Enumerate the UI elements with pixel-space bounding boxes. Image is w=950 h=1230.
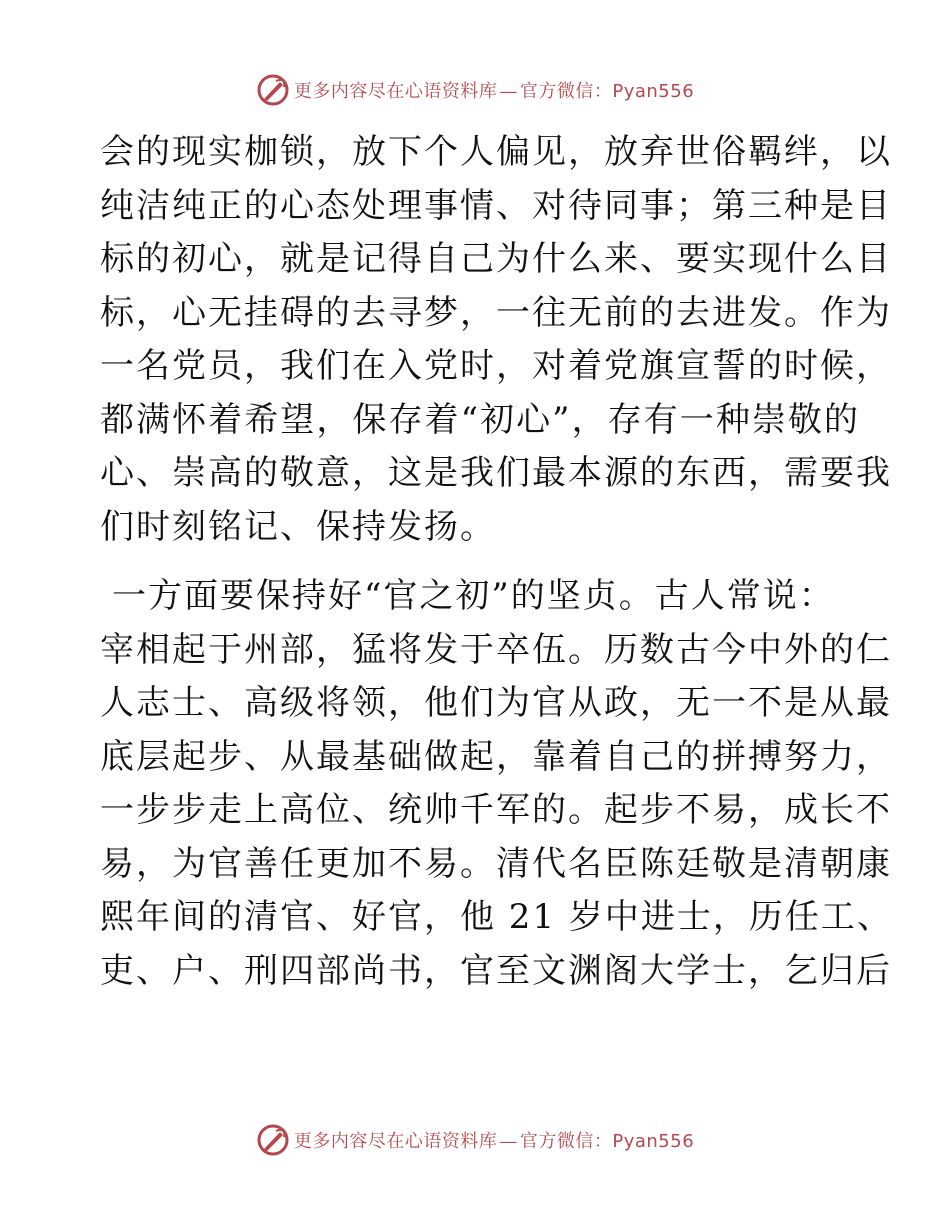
text-line: 吏、户、刑四部尚书，官至文渊阁大学士，乞归后	[100, 950, 892, 991]
text-line: 人志士、高级将领，他们为官从政，无一不是从最	[100, 683, 892, 723]
text-line: 会的现实枷锁，放下个人偏见，放弃世俗羁绊，以	[100, 132, 892, 172]
text-line: 熙年间的清官、好官，他 21 岁中进士，历任工、	[100, 897, 893, 937]
quill-logo-icon	[256, 1123, 290, 1157]
paragraph	[100, 126, 892, 554]
text-line: 一步步走上高位、统帅千军的。起步不易，成长不	[100, 790, 892, 830]
text-line: 纯洁纯正的心态处理事情、对待同事；第三种是目	[100, 185, 892, 226]
text-line: 底层起步、从最基础做起，靠着自己的拼搏努力，	[100, 736, 892, 777]
quill-logo-icon	[256, 73, 290, 107]
watermark-text: 更多内容尽在心语资料库 — 官方微信：Pyan556	[293, 1131, 695, 1152]
text-line: 宰相起于州部，猛将发于卒伍。历数古今中外的仁	[100, 629, 892, 670]
paragraph	[100, 570, 893, 998]
footer-watermark	[0, 1120, 950, 1160]
document-body	[100, 126, 893, 998]
text-line: 心、崇高的敬意，这是我们最本源的东西，需要我	[100, 453, 892, 493]
text-line: 标，心无挂碍的去寻梦，一往无前的去进发。作为	[100, 292, 892, 333]
watermark-text: 更多内容尽在心语资料库 — 官方微信：Pyan556	[293, 81, 695, 102]
text-line: 一方面要保持好“官之初”的坚贞。古人常说：	[112, 576, 835, 616]
text-line: 易，为官善任更加不易。清代名臣陈廷敬是清朝康	[100, 843, 892, 884]
text-line: 一名党员，我们在入党时，对着党旗宣誓的时候，	[100, 346, 892, 386]
text-line: 们时刻铭记、保持发扬。	[100, 506, 496, 547]
text-line: 都满怀着希望，保存着“初心”，存有一种崇敬的	[100, 399, 860, 440]
text-line: 标的初心，就是记得自己为什么来、要实现什么目	[100, 239, 892, 279]
header-watermark	[0, 70, 950, 110]
